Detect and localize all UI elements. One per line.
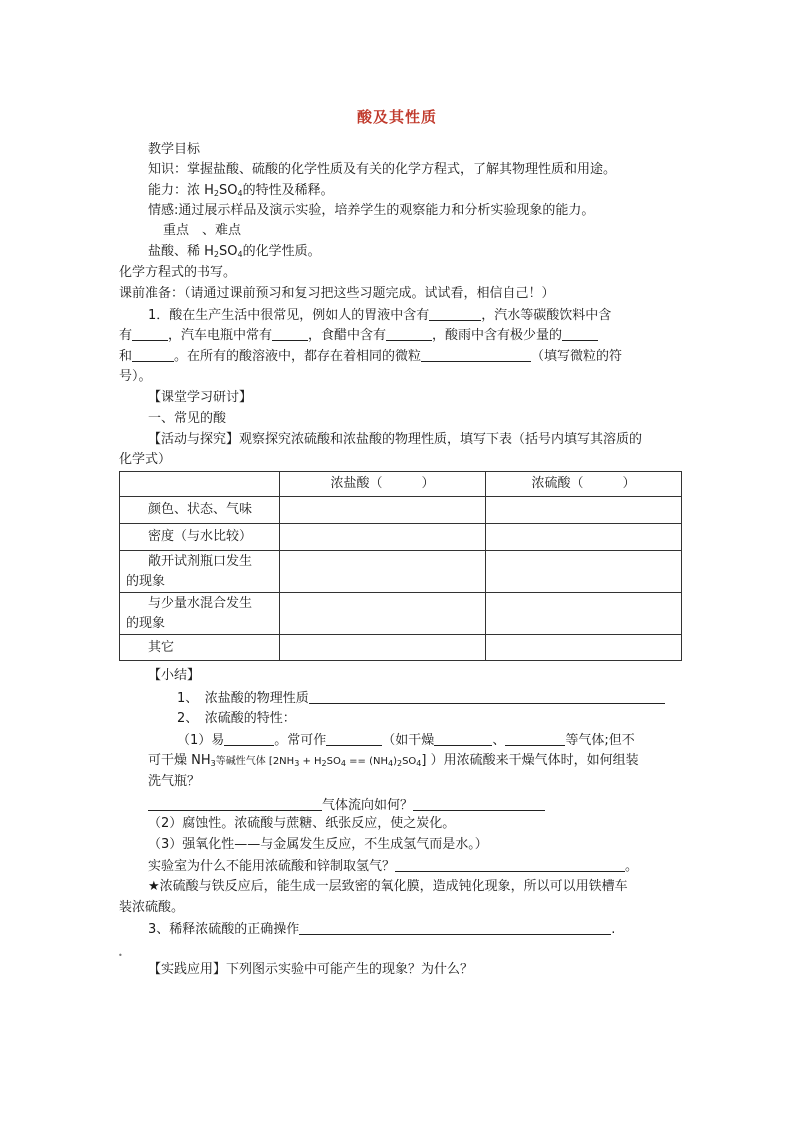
answer-cell[interactable] (486, 497, 682, 524)
answer-cell[interactable] (486, 635, 682, 661)
property-1-line1: （1）易 。常可作 （如干燥 、 等气体;但不 (177, 733, 635, 748)
table-header-hcl: 浓盐酸（ ） (280, 472, 486, 497)
observation-table (119, 471, 682, 661)
table-row (120, 635, 682, 661)
answer-blank[interactable] (272, 326, 308, 341)
answer-blank[interactable] (132, 347, 174, 362)
activity-line1: 【活动与探究】观察探究浓硫酸和浓盐酸的物理性质，填写下表（括号内填写其溶质的 (148, 432, 643, 447)
summary-heading: 【小结】 (148, 668, 201, 683)
answer-blank[interactable] (562, 326, 598, 341)
objective-knowledge: 知识：掌握盐酸、硫酸的化学性质及有关的化学方程式，了解其物理性质和用途。 (148, 162, 617, 177)
prep-heading: 课前准备：（请通过课前预习和复习把这些习题完成。试试看，相信自己！） (119, 286, 555, 301)
objective-emotion: 情感:通过展示样品及演示实验，培养学生的观察能力和分析实验现象的能力。 (148, 203, 595, 218)
answer-blank[interactable] (224, 731, 274, 746)
answer-blank[interactable] (395, 857, 625, 872)
answer-blank[interactable] (299, 920, 611, 935)
answer-blank[interactable] (429, 306, 481, 321)
summary-item-1: 1、 浓盐酸的物理性质 (177, 689, 665, 709)
row-label: 敞开试剂瓶口发生 的现象 (120, 551, 280, 593)
summary-item-2: 2、 浓硫酸的特性： (177, 711, 296, 726)
table-row (120, 524, 682, 551)
practice-heading: 【实践应用】下列图示实验中可能产生的现象？为什么？ (148, 962, 474, 977)
answer-cell[interactable] (280, 524, 486, 551)
answer-cell[interactable] (280, 497, 486, 524)
star-note-line1: ★浓硫酸与铁反应后，能生成一层致密的氧化膜，造成钝化现象，所以可以用铁槽车 (148, 879, 628, 894)
answer-blank[interactable] (505, 731, 565, 746)
answer-cell[interactable] (486, 551, 682, 593)
prep-question-1-line2: 有 ，汽车电瓶中常有 ，食醋中含有 ，酸雨中含有极少量的 (119, 326, 598, 346)
table-header-cell (120, 472, 280, 497)
answer-cell[interactable] (280, 551, 486, 593)
answer-cell[interactable] (280, 635, 486, 661)
answer-cell[interactable] (280, 593, 486, 635)
row-label: 密度（与水比较） (120, 524, 280, 551)
property-1-line4: 气体流向如何？ (148, 796, 545, 816)
study-heading: 【课堂学习研讨】 (148, 390, 253, 405)
table-header-h2so4: 浓硫酸（ ） (486, 472, 682, 497)
prep-question-1-line1: 1．酸在生产生活中很常见，例如人的胃液中含有 ，汽水等碳酸饮料中含 (148, 308, 612, 323)
property-1-line3: 洗气瓶？ (148, 774, 201, 789)
answer-blank[interactable] (413, 796, 545, 811)
star-note-line2: 装浓硫酸。 (119, 900, 185, 915)
table-row (120, 497, 682, 524)
row-label: 其它 (120, 635, 280, 661)
answer-blank[interactable] (434, 731, 492, 746)
answer-cell[interactable] (486, 593, 682, 635)
objectives-heading: 教学目标 (148, 142, 201, 157)
prep-question-1-line3: 和 。在所有的酸溶液中，都存在着相同的微粒 （填写微粒的符 (119, 349, 623, 364)
answer-blank[interactable] (386, 326, 432, 341)
objective-ability: 能力：浓 $H_2SO_4$的特性及稀释。 (148, 183, 334, 198)
property-2: （2）腐蚀性。浓硫酸与蔗糖、纸张反应，使之炭化。 (148, 816, 456, 831)
property-1-line2: 可干燥 $NH_3$等碱性气体 $[2NH_3 + H_2SO_4 == (NH_4)_2SO_4]$ ）用浓硫酸来干燥气体时，如何组装 (148, 753, 639, 768)
answer-blank[interactable] (309, 689, 665, 704)
table-row (120, 593, 682, 635)
section-common-acids: 一、常见的酸 (148, 411, 227, 426)
answer-blank[interactable] (132, 326, 168, 341)
property-3: （3）强氧化性——与金属发生反应，不生成氢气而是水。） (148, 837, 488, 852)
answer-cell[interactable] (486, 524, 682, 551)
summary-item-3: 3、稀释浓硫酸的正确操作 . (148, 922, 616, 937)
prep-question-1-line4: 号）。 (119, 369, 152, 384)
table-header-row (120, 472, 682, 497)
table-row (120, 551, 682, 593)
stray-mark: • (118, 951, 123, 960)
answer-blank[interactable] (421, 347, 531, 362)
property-3-question: 实验室为什么不能用浓硫酸和锌制取氢气？ 。 (148, 859, 639, 874)
row-label: 与少量水混合发生 的现象 (120, 593, 280, 635)
page-title: 酸及其性质 (356, 108, 437, 126)
key-point-1: 盐酸、稀 $H_2SO_4$的化学性质。 (148, 244, 321, 259)
key-points-heading: 重点 、难点 (163, 223, 242, 238)
answer-blank[interactable] (148, 796, 322, 811)
activity-line2: 化学式） (119, 452, 172, 467)
answer-blank[interactable] (326, 731, 382, 746)
row-label: 颜色、状态、气味 (120, 497, 280, 524)
key-point-2: 化学方程式的书写。 (119, 265, 237, 280)
